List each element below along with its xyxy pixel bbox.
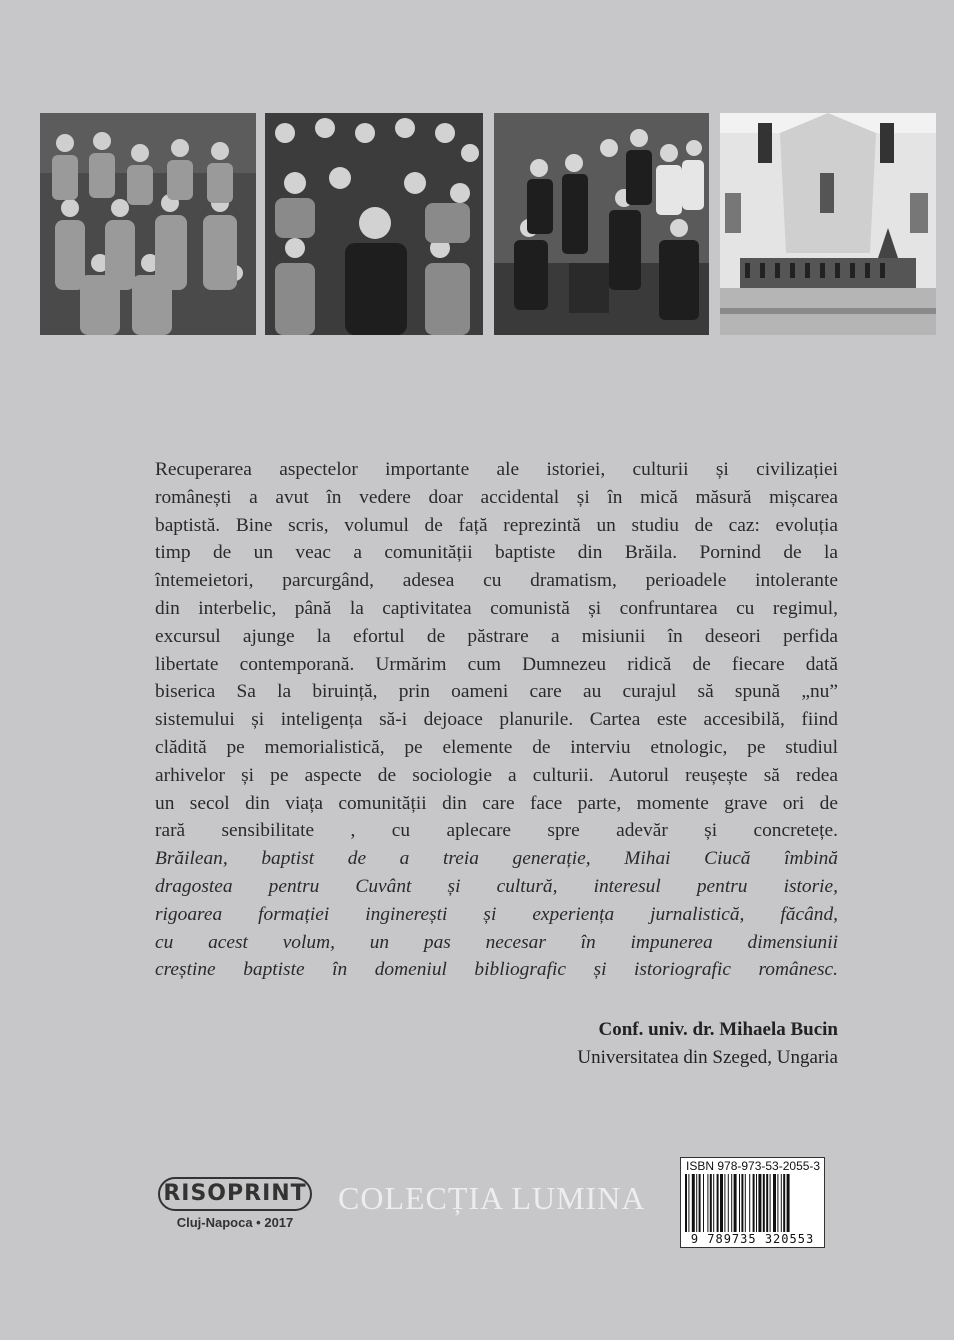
author-bio-line: creștine baptiste în domeniul bibliografic și istoriografic românesc. — [155, 959, 838, 981]
photo-family-group — [494, 113, 709, 335]
description-line: rară sensibilitate , cu aplecare spre adevăr și concretețe. — [155, 820, 838, 842]
review-author-affiliation: Universitatea din Szeged, Ungaria — [577, 1047, 838, 1068]
description-line: întemeietori, parcurgând, adesea cu dramatism, perioadele intolerante — [155, 570, 838, 592]
photo-children-group — [265, 113, 483, 335]
review-author — [440, 1016, 838, 1072]
description-line: sistemului și inteligența să-i dejoace planurile. Cartea este accesibilă, fiind — [155, 709, 838, 731]
group-photo-women-icon — [40, 113, 256, 335]
description-line: arhivelor și pe aspecte de sociologie a culturii. Autorul reușește să redea — [155, 764, 838, 786]
description-line: baptistă. Bine scris, volumul de față reprezintă un studiu de caz: evoluția — [155, 514, 838, 536]
author-bio-line: Brăilean, baptist de a treia generație, Mihai Ciucă îmbină — [155, 848, 838, 870]
isbn-digits: 9 789735 320553 — [690, 1232, 815, 1246]
barcode-icon — [685, 1174, 820, 1232]
description-line: timp de un veac a comunității baptiste din Brăila. Pornind de la — [155, 542, 838, 564]
isbn-label: ISBN 978-973-53-2055-3 — [686, 1159, 821, 1173]
photo-women-group — [40, 113, 256, 335]
description-line: biserica Sa la biruință, prin oameni care au curajul să spună „nu” — [155, 681, 838, 703]
author-bio-line: cu acest volum, un pas necesar în impunerea dimensiunii — [155, 931, 838, 953]
cover-description — [155, 456, 838, 984]
photo-church-interior — [720, 113, 936, 335]
author-bio-line: dragostea pentru Cuvânt și cultură, interesul pentru istorie, — [155, 875, 838, 897]
author-bio-line: rigoarea formației inginerești și experiența jurnalistică, făcând, — [155, 903, 838, 925]
publisher-place-year: Cluj-Napoca • 2017 — [176, 1215, 294, 1230]
publisher-logo: RISOPRINT — [158, 1177, 312, 1211]
description-line: Recuperarea aspectelor importante ale istoriei, culturii și civilizației — [155, 459, 838, 480]
description-line: din interbelic, până la captivitatea comunistă și confruntarea cu regimul, — [155, 597, 838, 619]
group-photo-children-icon — [265, 113, 483, 335]
description-line: clădită pe memorialistică, pe elemente de interviu etnologic, pe studiul — [155, 736, 838, 758]
description-line: românești a avut în vedere doar accidental și în mică măsură mișcarea — [155, 486, 838, 508]
description-line: un secol din viața comunității din care face parte, momente grave ori de — [155, 792, 838, 814]
description-line: excursul ajunge la efortul de păstrare a misiunii în deseori perfida — [155, 625, 838, 647]
isbn-barcode-box — [680, 1157, 825, 1248]
review-author-name: Conf. univ. dr. Mihaela Bucin — [598, 1019, 838, 1040]
description-line: libertate contemporană. Urmărim cum Dumnezeu ridică de fiecare dată — [155, 653, 838, 675]
collection-name: COLECȚIA LUMINA — [338, 1180, 646, 1216]
group-photo-family-icon — [494, 113, 709, 335]
church-interior-photo-icon — [720, 113, 936, 335]
